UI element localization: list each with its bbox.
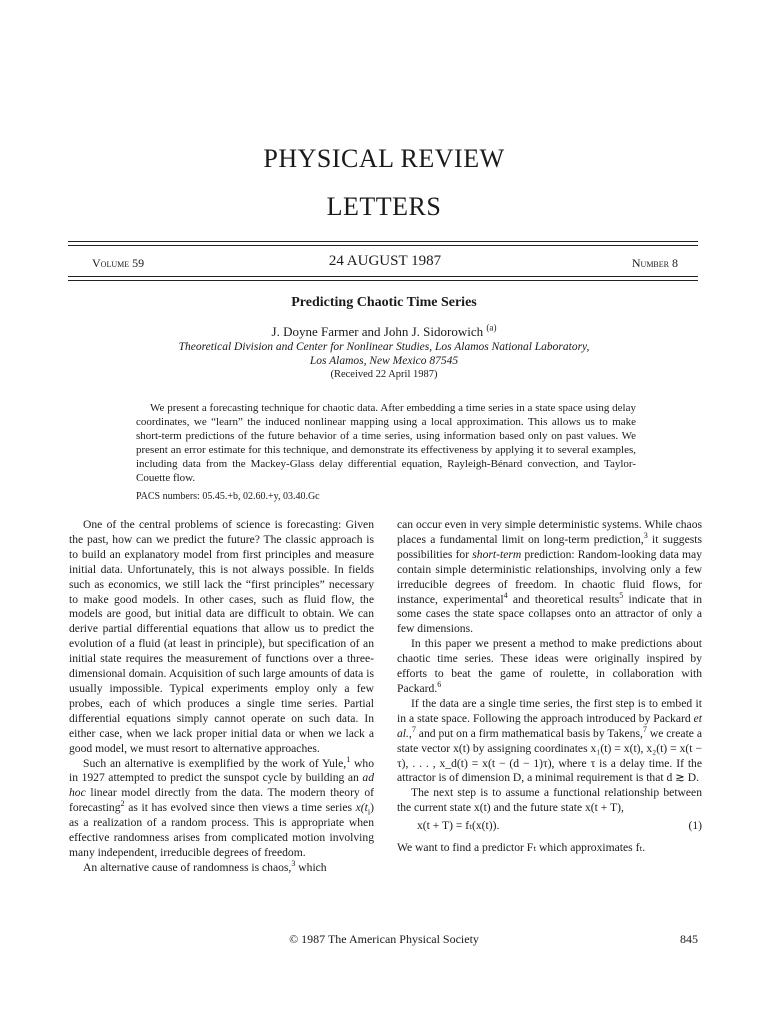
- pacs-numbers: PACS numbers: 05.45.+b, 02.60.+y, 03.40.Gc: [136, 491, 320, 502]
- copyright-footer: © 1987 The American Physical Society: [289, 932, 479, 946]
- citation: 6: [437, 680, 442, 690]
- citation: 1: [346, 754, 351, 764]
- received-date: (Received 22 April 1987): [330, 369, 438, 380]
- paragraph: In this paper we present a method to make predictions about chaotic time series. These ideas were originally inspired by efforts to beat the game of roulette, in collaboration with Packard.$^6$: [397, 637, 702, 695]
- issue-number: Number 8: [631, 256, 678, 270]
- article-title: Predicting Chaotic Time Series: [291, 295, 477, 310]
- paragraph: We want to find a predictor Fₜ which approximates fₜ.: [397, 841, 646, 855]
- journal-title-line1: PHYSICAL REVIEW: [263, 144, 505, 173]
- page-number: 845: [680, 932, 698, 946]
- masthead-top-rule-inner: [68, 245, 698, 246]
- affiliation-line-1: Theoretical Division and Center for Nonlinear Studies, Los Alamos National Laboratory,: [178, 341, 590, 353]
- journal-title-line2: LETTERS: [326, 192, 442, 221]
- volume-label: Volume 59: [92, 256, 145, 270]
- paragraph: If the data are a single time series, the first step is to embed it in a state space. Following the approach introduced by Packard et al.,$^7$ and put on a firm mathematical basis by Takens,$^7$ we create a state vector x(t) by assigning coordinates x₁(t) = x(t), x₂(t) = x(t − τ), . . . , x_d(t) = x(t − (d − 1)τ), where τ is a delay time. If the attractor is of dimension D, a minimal requirement is that d ≳ D.: [397, 696, 702, 785]
- paragraph: An alternative cause of randomness is chaos,$^3$ which: [83, 858, 327, 874]
- authors: J. Doyne Farmer and John J. Sidorowich: [271, 324, 484, 339]
- citation: 5: [619, 590, 624, 600]
- citation: 3: [643, 531, 648, 541]
- paragraph: One of the central problems of science is forecasting: Given the past, how can we predict the future? The classic approach is to build an explanatory model from first principles and measure initial data. Unfortunately, this is not always possible. In fields such as economics, we still lack the “first principles” necessary to make good models. In other cases, such as fluid flow, the models are good, but initial data are difficult to obtain. We can derive partial differential equations that allow us to predict the evolution of a fluid (at least in principle), but specification of an initial state requires the measurement of functions over a three-dimensional domain. Acquisition of such large amounts of data is usually impossible. Typical experiments employ only a few probes, each of which produces a single time series. Partial differential equations simply cannot operate on such data. In either case, when we lack proper initial data or when we lack a good model, we must resort to alternative approaches.: [69, 518, 374, 755]
- equation-number: (1): [688, 819, 702, 833]
- citation: 7: [642, 724, 647, 734]
- abstract: We present a forecasting technique for chaotic data. After embedding a time series in a state space using delay coordinates, we “learn” the induced nonlinear mapping using a local approximation. This allows us to make short-term predictions of the future behavior of a time series, using information based only on past values. We present an error estimate for this technique, and demonstrate its effectiveness by applying it to several examples, including data from the Mackey-Glass delay differential equation, Rayleigh-Bénard convection, and Taylor-Couette flow.: [136, 402, 636, 484]
- author-footnote-mark: (a): [486, 322, 497, 333]
- author-list: [0, 324, 768, 340]
- issue-date: 24 AUGUST 1987: [328, 253, 442, 269]
- citation: 4: [503, 590, 508, 600]
- paragraph: can occur even in very simple deterministic systems. While chaos places a fundamental limit on long-term prediction,$^3$ it suggests possibilities for short-term prediction: Random-looking data may contain simple deterministic relationships, involving only a few irreducible degrees of freedom. In chaotic fluid flows, for instance, experimental$^4$ and theoretical results$^5$ indicate that in some cases the state space collapses onto an attractor of only a few dimensions.: [397, 518, 703, 636]
- equation-1: [397, 819, 702, 835]
- paragraph: Such an alternative is exemplified by the work of Yule,$^1$ who in 1927 attempted to predict the sunspot cycle by building an ad hoc linear model directly from the data. The modern theory of forecasting$^2$ as it has evolved since then views a time series $x(t_i)$ as a realization of a random process. This is appropriate when effective randomness arises from complicated motion involving many independent, irreducible degrees of freedom.: [69, 754, 375, 859]
- right-column: [397, 518, 702, 856]
- masthead-bottom-rule: [68, 276, 698, 277]
- citation: 7: [411, 724, 416, 734]
- citation: 2: [120, 799, 125, 809]
- citation: 3: [291, 858, 296, 868]
- left-column: [69, 518, 374, 876]
- equation: x(t + T) = fₜ(x(t)).: [417, 819, 500, 833]
- paragraph: The next step is to assume a functional relationship between the current state x(t) and the future state x(t + T),: [397, 786, 702, 815]
- affiliation-line-2: Los Alamos, New Mexico 87545: [309, 355, 459, 367]
- masthead-bottom-rule-inner: [68, 280, 698, 281]
- masthead-top-rule: [68, 241, 698, 242]
